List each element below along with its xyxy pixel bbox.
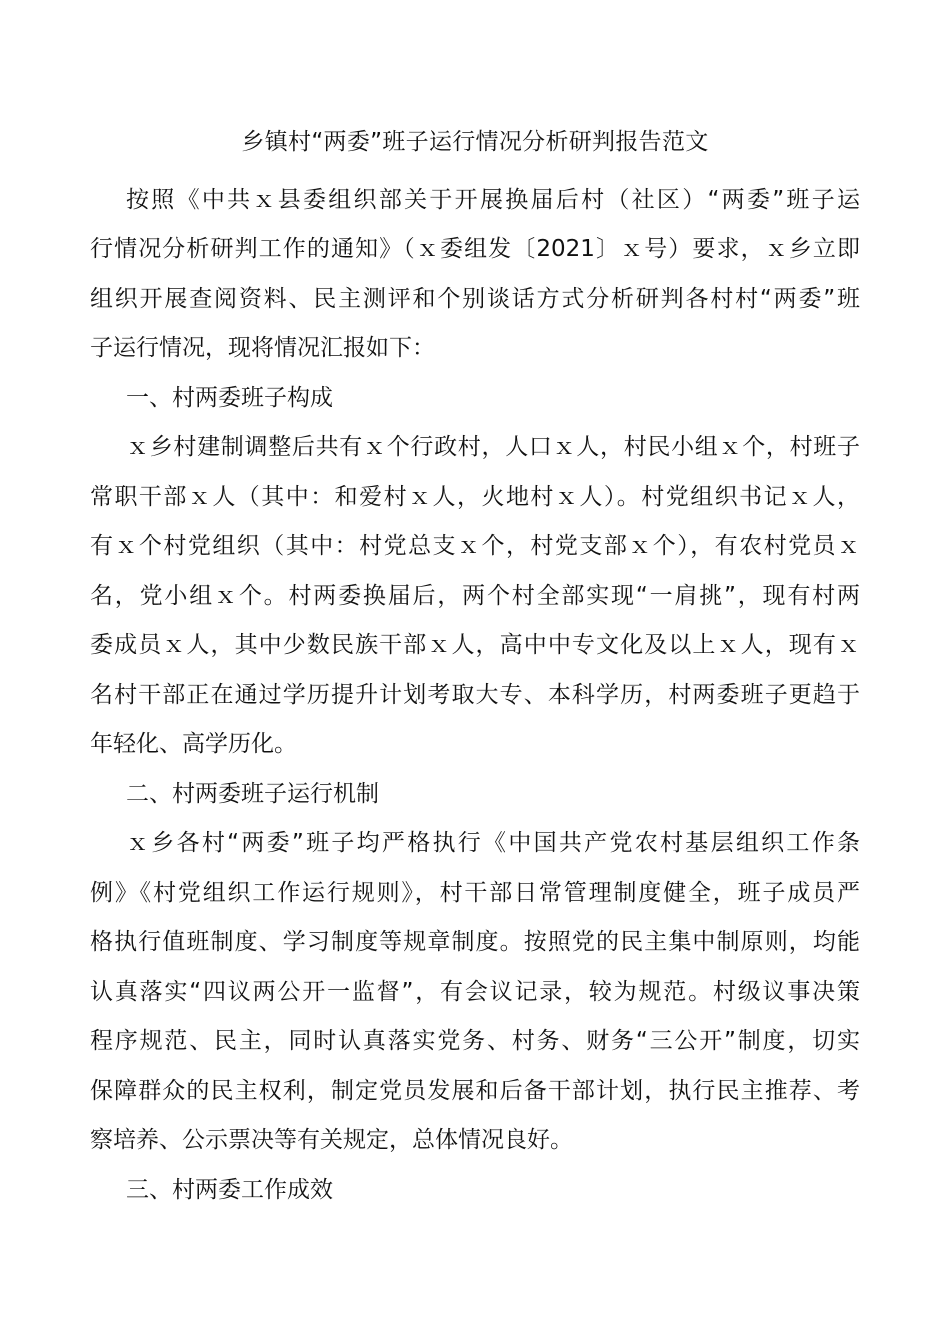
section2-line: ｘ乡各村“两委”班子均严格执行《中国共产党农村基层组织工作条	[126, 830, 860, 856]
intro-line: 行情况分析研判工作的通知》（ｘ委组发〔2021〕ｘ号）要求，ｘ乡立即	[90, 236, 860, 262]
section2-line: 认真落实“四议两公开一监督”，有会议记录，较为规范。村级议事决策	[90, 979, 860, 1005]
section1-line: 有ｘ个村党组织（其中：村党总支ｘ个，村党支部ｘ个），有农村党员ｘ	[90, 533, 860, 559]
section1-line: ｘ乡村建制调整后共有ｘ个行政村，人口ｘ人，村民小组ｘ个，村班子	[126, 434, 860, 460]
section1-line: 名村干部正在通过学历提升计划考取大专、本科学历，村两委班子更趋于	[90, 682, 860, 708]
section-heading-2: 二、村两委班子运行机制	[126, 781, 379, 807]
section2-line: 保障群众的民主权利，制定党员发展和后备干部计划，执行民主推荐、考	[90, 1078, 860, 1104]
section-heading-1: 一、村两委班子构成	[126, 385, 333, 411]
section2-line: 例》《村党组织工作运行规则》，村干部日常管理制度健全，班子成员严	[90, 880, 860, 906]
section1-line: 常职干部ｘ人（其中：和爱村ｘ人，火地村ｘ人）。村党组织书记ｘ人，	[90, 484, 860, 510]
intro-line: 按照《中共ｘ县委组织部关于开展换届后村（社区）“两委”班子运	[126, 187, 860, 213]
section1-line: 委成员ｘ人，其中少数民族干部ｘ人，高中中专文化及以上ｘ人，现有ｘ	[90, 632, 860, 658]
section2-line: 察培养、公示票决等有关规定，总体情况良好。	[90, 1127, 573, 1153]
section2-line: 格执行值班制度、学习制度等规章制度。按照党的民主集中制原则，均能	[90, 929, 860, 955]
section1-line: 名，党小组ｘ个。村两委换届后，两个村全部实现“一肩挑”，现有村两	[90, 583, 860, 609]
intro-line: 子运行情况，现将情况汇报如下：	[90, 335, 435, 361]
section2-line: 程序规范、民主，同时认真落实党务、村务、财务“三公开”制度，切实	[90, 1028, 860, 1054]
intro-line: 组织开展查阅资料、民主测评和个别谈话方式分析研判各村村“两委”班	[90, 286, 860, 312]
section-heading-3: 三、村两委工作成效	[126, 1177, 333, 1203]
document-title: 乡镇村“两委”班子运行情况分析研判报告范文	[241, 129, 709, 155]
section1-line: 年轻化、高学历化。	[90, 731, 297, 757]
